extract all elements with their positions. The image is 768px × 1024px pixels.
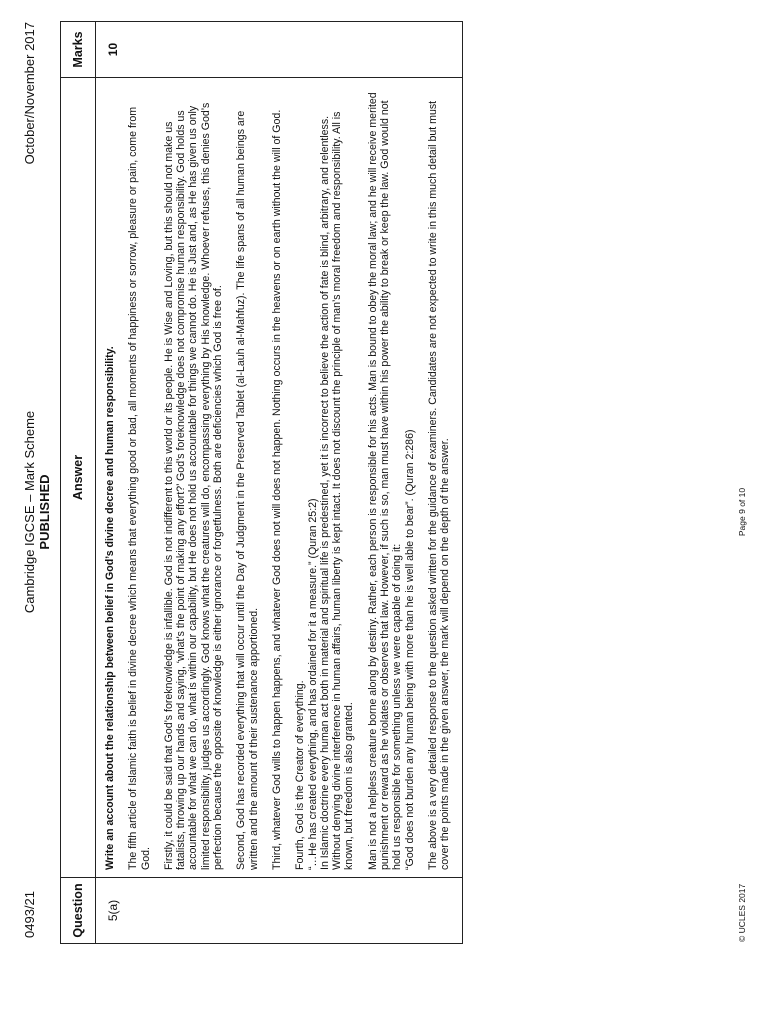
creator-line: Fourth, God is the Creator of everything.	[294, 680, 307, 870]
question-heading: Write an account about the relationship between belief in God’s divine decree and human responsibility.	[104, 346, 116, 870]
responsibility-text: Man is not a helpless creature borne along by destiny. Rather, each person is responsible for his acts. Man is bound to obey the moral law; and he will receive merited punishment or reward as he violates or observes that law. However, if such is so, man must have within his power the ability to break or keep the law. God would not hold us responsible for something unless we were capable of doing it:	[366, 92, 404, 870]
copyright-notice: © UCLES 2017	[737, 883, 747, 942]
marks-value: 10	[96, 22, 463, 78]
examiner-guidance-note: The above is a very detailed response to the question asked written for the guidance of examiners. Candidates are not expected to write in this much detail but must cover the points made in the given answer, the mark will depend on the depth of the answer.	[426, 100, 452, 870]
document-title: Cambridge IGCSE – Mark Scheme	[22, 410, 37, 614]
mark-scheme-table	[60, 21, 463, 944]
syllabus-code: 0493/21	[22, 891, 37, 938]
answer-paragraph-preserved-tablet: Second, God has recorded everything that will occur until the Day of Judgment in the Preserved Tablet (al-Lauh al-Mahfuz). The life spans of all human beings are written and the amount of their sustenance apportioned.	[235, 110, 260, 870]
answer-paragraph-will-of-god: Third, whatever God wills to happen happens, and whatever God does not will does not happen. Nothing occurs in the heavens or on earth without the will of God.	[270, 109, 283, 870]
answer-paragraph-responsibility	[367, 85, 416, 870]
mark-scheme-table-wrapper	[60, 22, 463, 944]
column-header-answer: Answer	[61, 78, 96, 878]
question-number: 5(a)	[96, 878, 463, 944]
answer-paragraph-creator	[294, 85, 355, 870]
column-header-question: Question	[61, 878, 96, 944]
table-header-row	[61, 22, 96, 944]
answer-paragraph-foreknowledge: Firstly, it could be said that God’s foreknowledge is infallible. God is not indifferent to this world or its people. He is Wise and Loving, but this should not make us fatalists, throwing up our hands and saying, ‘what’s the point of making any effort?’ God’s foreknowledge does not compromise human responsibility. God holds us accountable for what we can do, what is within our capability, but He does not hold us accountable for things we cannot do. He is Just and, as He has given us only limited responsibility, judges us accordingly. God knows what the creatures will do, encompassing everything by His knowledge. Whoever refuses, this denies God’s perfection because the opposite of knowledge is either ignorance or forgetfulness. Both are deficiencies which God is free of.	[162, 102, 225, 870]
answer-cell	[96, 78, 463, 878]
table-row	[96, 22, 463, 944]
published-label: PUBLISHED	[37, 474, 52, 550]
exam-session: October/November 2017	[22, 22, 37, 165]
column-header-marks: Marks	[61, 22, 96, 78]
predestination-text: In Islamic doctrine every human act both in material and spiritual life is predestined, yet it is incorrect to believe the action of fate is blind, arbitrary, and relentless. Without denying divine interference in human affairs, human liberty is kept intact. It does not discount the principle of man’s moral freedom and responsibility. All is known, but freedom is also granted.	[318, 111, 356, 870]
page-number: Page 9 of 10	[737, 487, 747, 537]
quran-quote-25-2: “…He has created everything, and has ordained for it a measure.” (Quran 25:2)	[306, 498, 319, 870]
quran-quote-2-286: “God does not burden any human being with more than he is well able to bear”. (Quran 2:286)	[403, 429, 416, 870]
answer-paragraph-fifth-article: The fifth article of Islamic faith is belief in divine decree which means that everything good or bad, all moments of happiness or sorrow, pleasure or pain, come from God.	[127, 106, 152, 870]
